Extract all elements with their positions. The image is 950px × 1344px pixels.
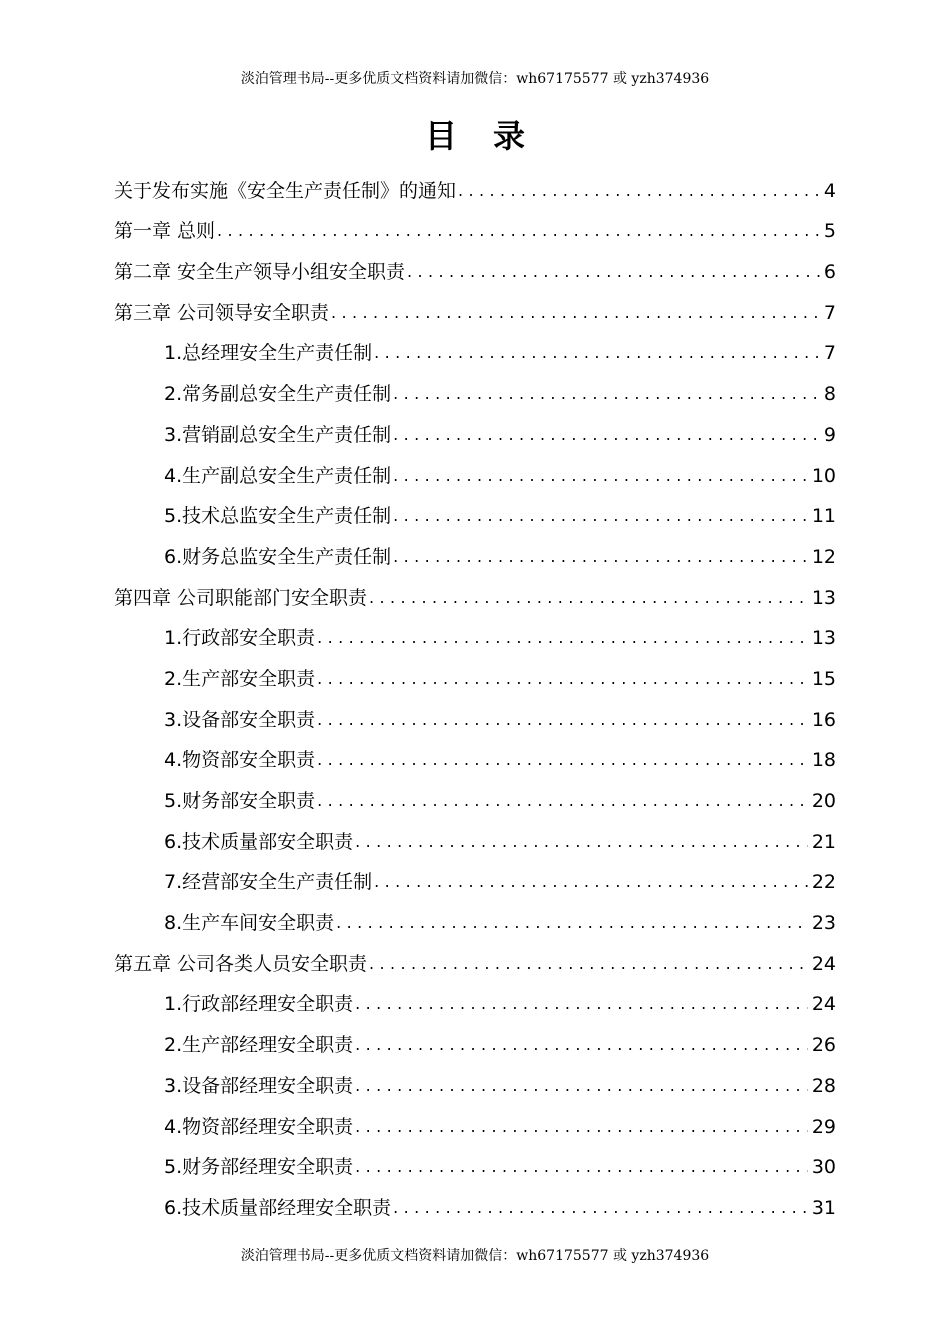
toc-entry-label: 4.生产副总安全生产责任制 — [164, 464, 392, 487]
dot-leader — [407, 252, 820, 292]
toc-entry[interactable] — [114, 577, 836, 618]
toc-entry-label: 2.生产部安全职责 — [164, 667, 316, 690]
toc-entry[interactable] — [114, 373, 836, 414]
dot-leader — [317, 659, 808, 699]
dot-leader — [393, 496, 808, 536]
toc-entry-label: 4.物资部安全职责 — [164, 749, 316, 772]
toc-entry-label: 1.行政部安全职责 — [164, 627, 316, 650]
toc-entry-page-number: 22 — [811, 871, 836, 894]
dot-leader — [317, 700, 808, 740]
dot-leader — [336, 903, 808, 943]
page-footer: 淡泊管理书局--更多优质文档资料请加微信：wh67175577 或 yzh374936 — [240, 1248, 710, 1264]
page-header: 淡泊管理书局--更多优质文档资料请加微信：wh67175577 或 yzh374936 — [240, 71, 710, 87]
toc-entry-page-number: 9 — [823, 423, 836, 446]
dot-leader — [458, 171, 820, 211]
toc-entry-page-number: 13 — [811, 586, 836, 609]
toc-entry-label: 5.财务部安全职责 — [164, 790, 316, 812]
dot-leader — [355, 822, 808, 862]
toc-entry-label: 6.技术质量部安全职责 — [164, 830, 354, 853]
toc-entry-page-number: 18 — [811, 749, 836, 772]
toc-entry-page-number: 30 — [811, 1156, 836, 1179]
toc-entry-label: 第三章 公司领导安全职责 — [114, 301, 330, 324]
toc-entry-page-number: 15 — [811, 667, 836, 690]
toc-entry[interactable] — [114, 821, 836, 862]
dot-leader — [355, 1107, 808, 1147]
toc-entry-page-number: 24 — [811, 993, 836, 1016]
toc-entry-page-number: 12 — [811, 545, 836, 568]
toc-entry-label: 2.常务副总安全生产责任制 — [164, 383, 392, 406]
toc-entry-label: 6.财务总监安全生产责任制 — [164, 545, 392, 568]
toc-entry-page-number: 16 — [811, 708, 836, 731]
dot-leader — [369, 578, 808, 618]
toc-entry-page-number: 13 — [811, 627, 836, 650]
toc-entry-page-number: 20 — [811, 790, 836, 812]
toc-entry-page-number: 28 — [811, 1074, 836, 1097]
toc-entry[interactable] — [114, 292, 836, 333]
dot-leader — [355, 1025, 808, 1065]
toc-entry[interactable] — [114, 780, 836, 821]
toc-entry-page-number: 4 — [823, 179, 836, 202]
toc-entry[interactable] — [114, 1187, 836, 1228]
toc-entry-page-number: 10 — [811, 464, 836, 487]
toc-entry-label: 3.设备部经理安全职责 — [164, 1074, 354, 1097]
dot-leader — [374, 333, 820, 373]
toc-entry[interactable] — [114, 333, 836, 374]
dot-leader — [355, 1066, 808, 1106]
toc-entry-label: 3.设备部安全职责 — [164, 708, 316, 731]
toc-entry-page-number: 8 — [823, 383, 836, 406]
toc-entry[interactable] — [114, 170, 836, 211]
toc-entry-label: 1.总经理安全生产责任制 — [164, 342, 373, 365]
toc-entry-label: 7.经营部安全生产责任制 — [164, 871, 373, 894]
toc-entry-page-number: 26 — [811, 1034, 836, 1057]
toc-entry[interactable] — [114, 251, 836, 292]
toc-entry-label: 2.生产部经理安全职责 — [164, 1034, 354, 1057]
toc-entry[interactable] — [114, 699, 836, 740]
toc-entry[interactable] — [114, 455, 836, 496]
toc-entry-label: 5.财务部经理安全职责 — [164, 1156, 354, 1179]
toc-entry[interactable] — [114, 211, 836, 252]
toc-entry-label: 6.技术质量部经理安全职责 — [164, 1196, 392, 1219]
dot-leader — [217, 211, 820, 251]
toc-entry[interactable] — [114, 862, 836, 903]
toc-entry[interactable] — [114, 902, 836, 943]
dot-leader — [393, 537, 808, 577]
toc-entry[interactable] — [114, 496, 836, 537]
page-title: 目录 — [424, 117, 561, 155]
dot-leader — [355, 1147, 808, 1187]
toc-entry-label: 关于发布实施《安全生产责任制》的通知 — [114, 179, 457, 202]
dot-leader — [393, 374, 820, 414]
toc-entry[interactable] — [114, 740, 836, 781]
toc-entry-page-number: 7 — [823, 301, 836, 324]
dot-leader — [331, 293, 820, 333]
toc-entry-page-number: 7 — [823, 342, 836, 365]
toc-entry[interactable] — [114, 1065, 836, 1106]
toc-entry[interactable] — [114, 414, 836, 455]
toc-entry-label: 第一章 总则 — [114, 220, 216, 243]
toc-entry-label: 第五章 公司各类人员安全职责 — [114, 952, 368, 975]
toc-entry-page-number: 31 — [811, 1196, 836, 1219]
toc-entry-label: 第二章 安全生产领导小组安全职责 — [114, 261, 406, 284]
toc-entry-label: 3.营销副总安全生产责任制 — [164, 423, 392, 446]
toc-entry-label: 5.技术总监安全生产责任制 — [164, 505, 392, 528]
toc-entry[interactable] — [114, 658, 836, 699]
table-of-contents — [114, 170, 836, 1228]
dot-leader — [393, 456, 808, 496]
toc-entry-page-number: 24 — [811, 952, 836, 975]
toc-entry-page-number: 11 — [811, 505, 836, 528]
toc-entry[interactable] — [114, 1106, 836, 1147]
dot-leader — [317, 740, 808, 780]
toc-entry-label: 4.物资部经理安全职责 — [164, 1115, 354, 1138]
dot-leader — [369, 944, 808, 984]
toc-entry-page-number: 21 — [811, 830, 836, 853]
dot-leader — [393, 1188, 808, 1228]
toc-entry[interactable] — [114, 943, 836, 984]
toc-entry-label: 8.生产车间安全职责 — [164, 912, 335, 935]
toc-entry[interactable] — [114, 618, 836, 659]
dot-leader — [317, 781, 808, 821]
toc-entry[interactable] — [114, 984, 836, 1025]
toc-entry-page-number: 23 — [811, 912, 836, 935]
toc-entry-page-number: 5 — [823, 220, 836, 243]
toc-entry-label: 第四章 公司职能部门安全职责 — [114, 586, 368, 609]
dot-leader — [393, 415, 820, 455]
dot-leader — [374, 862, 808, 902]
toc-entry[interactable] — [114, 1024, 836, 1065]
dot-leader — [317, 618, 808, 658]
toc-entry[interactable] — [114, 1147, 836, 1188]
dot-leader — [355, 984, 808, 1024]
toc-entry-page-number: 6 — [823, 261, 836, 284]
toc-entry[interactable] — [114, 536, 836, 577]
toc-entry-label: 1.行政部经理安全职责 — [164, 993, 354, 1016]
toc-entry-page-number: 29 — [811, 1115, 836, 1138]
